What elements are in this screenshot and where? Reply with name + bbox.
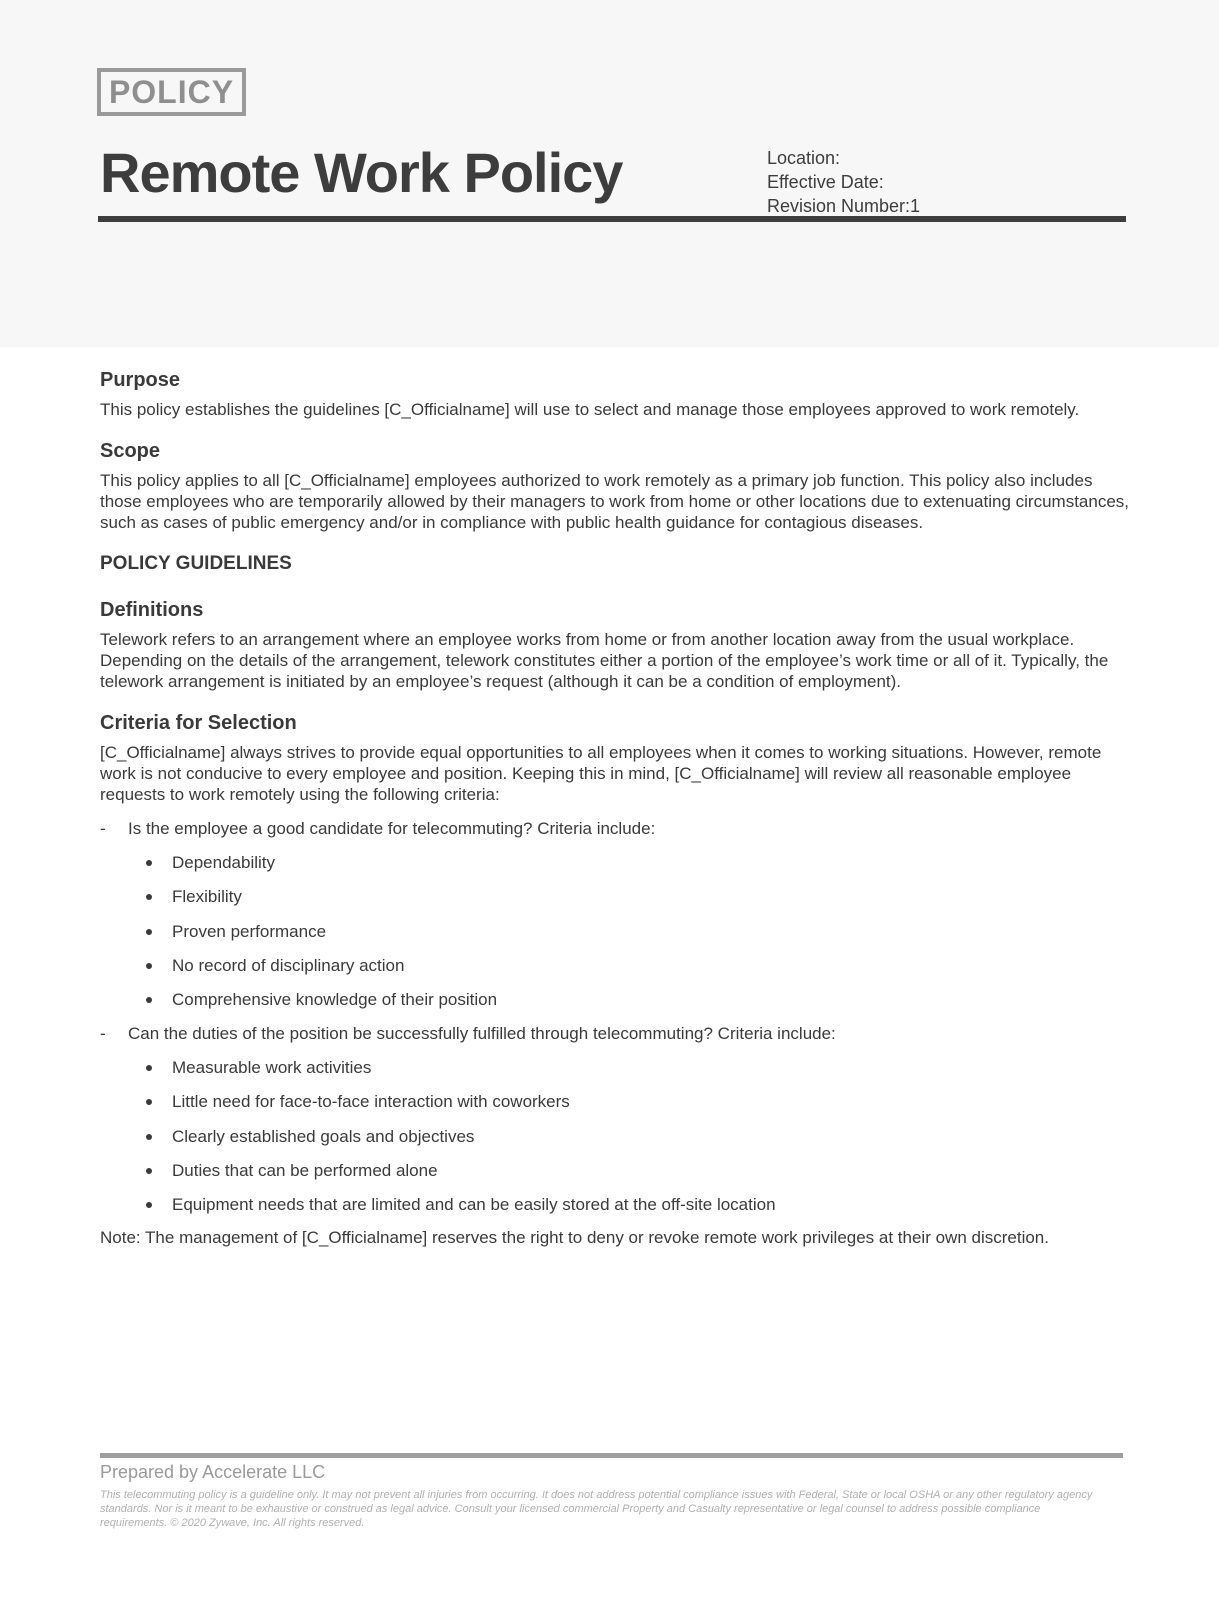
list-item-text: Measurable work activities — [172, 1058, 372, 1078]
revision-number-label: Revision Number:1 — [767, 196, 921, 216]
definitions-text: Telework refers to an arrangement where an employee works from home or from another location away from the usual workplace. Depending on the details of the arrangement, telework constitutes either a portion of the employee’s work time or all of it. Typically, the telework arrangement is initiated by an employee’s request (although it can be a condition of employment). — [100, 630, 1109, 691]
page-title: Remote Work Policy — [100, 141, 623, 204]
list-item — [144, 989, 1130, 1010]
question-text: Can the duties of the position be successfully fulfilled through telecommuting? Criteria include: — [128, 1023, 836, 1043]
bullet-icon — [146, 929, 152, 935]
scope-heading: Scope — [100, 440, 161, 462]
list-item — [144, 1194, 1130, 1215]
footer-divider — [100, 1453, 1123, 1458]
scope-text: This policy applies to all [C_Officialname] employees authorized to work remotely as a primary job function. This policy also includes those employees who are temporarily allowed by their managers to work from home or other locations due to extenuating circumstances, such as cases of public emergency and/or in compliance with public health guidance for contagious diseases. — [100, 471, 1130, 532]
bullet-icon — [146, 1168, 152, 1174]
bullet-icon — [146, 1065, 152, 1071]
criteria-question-1 — [100, 818, 1130, 839]
dash-marker: - — [100, 819, 106, 838]
list-item-text: Flexibility — [172, 887, 242, 907]
criteria-section — [100, 709, 1130, 1248]
location-label: Location: — [767, 148, 841, 168]
prepared-by: Prepared by Accelerate LLC — [100, 1462, 326, 1482]
list-item-text: Clearly established goals and objectives — [172, 1126, 475, 1146]
list-item — [144, 886, 1130, 907]
list-item-text: Dependability — [172, 853, 276, 873]
list-item — [144, 955, 1130, 976]
list-item — [144, 1160, 1130, 1181]
bullet-icon — [146, 860, 152, 866]
purpose-heading: Purpose — [100, 369, 181, 391]
criteria-question-2 — [100, 1023, 1130, 1044]
candidate-criteria-list — [144, 852, 1130, 1010]
question-text: Is the employee a good candidate for telecommuting? Criteria include: — [128, 819, 656, 838]
footer-disclaimer: This telecommuting policy is a guideline only. It may not prevent all injuries from occurring. It does not address potential compliance issues with Federal, State or local OSHA or any other regulatory agency standards. Nor is it meant to be exhaustive or construed as legal advice. Consult your licensed commercial Property and Casualty representative or legal counsel to address possible compliance requirements. © 2020 Zywave, Inc. All rights reserved. — [100, 1489, 1093, 1529]
effective-date-label: Effective Date: — [767, 172, 884, 192]
position-criteria-list — [144, 1057, 1130, 1215]
definitions-section — [100, 596, 1130, 692]
list-item — [144, 1126, 1130, 1147]
bullet-icon — [146, 1099, 152, 1105]
list-item-text: No record of disciplinary action — [172, 955, 405, 975]
bullet-icon — [146, 1202, 152, 1208]
title-divider — [98, 216, 1126, 222]
purpose-text: This policy establishes the guidelines [C_Officialname] will use to select and manage those employees approved to work remotely. — [100, 400, 1080, 419]
policy-badge: POLICY — [97, 68, 246, 116]
document-body — [100, 366, 1130, 1248]
criteria-heading: Criteria for Selection — [100, 712, 297, 734]
bullet-icon — [146, 894, 152, 900]
bullet-icon — [146, 997, 152, 1003]
dash-marker: - — [100, 1023, 106, 1043]
bullet-icon — [146, 1134, 152, 1140]
list-item-text: Comprehensive knowledge of their position — [172, 989, 498, 1009]
policy-guidelines-heading: POLICY GUIDELINES — [100, 553, 292, 574]
list-item-text: Equipment needs that are limited and can be easily stored at the off-site location — [172, 1194, 776, 1214]
document-meta — [767, 146, 920, 218]
scope-section — [100, 437, 1130, 533]
list-item — [144, 852, 1130, 873]
list-item — [144, 1057, 1130, 1078]
bullet-icon — [146, 963, 152, 969]
list-item-text: Little need for face-to-face interaction with coworkers — [172, 1092, 570, 1112]
list-item-text: Proven performance — [172, 921, 327, 941]
list-item-text: Duties that can be performed alone — [172, 1160, 438, 1180]
management-note: Note: The management of [C_Officialname] reserves the right to deny or revoke remote work privileges at their own discretion. — [100, 1227, 1049, 1247]
criteria-intro: [C_Officialname] always strives to provide equal opportunities to all employees when it comes to working situations. However, remote work is not conducive to every employee and position. Keeping this in mind, [C_Officialname] will review all reasonable employee requests to work remotely using the following criteria: — [100, 743, 1102, 804]
list-item — [144, 921, 1130, 942]
list-item — [144, 1091, 1130, 1112]
purpose-section — [100, 366, 1130, 420]
definitions-heading: Definitions — [100, 599, 204, 621]
